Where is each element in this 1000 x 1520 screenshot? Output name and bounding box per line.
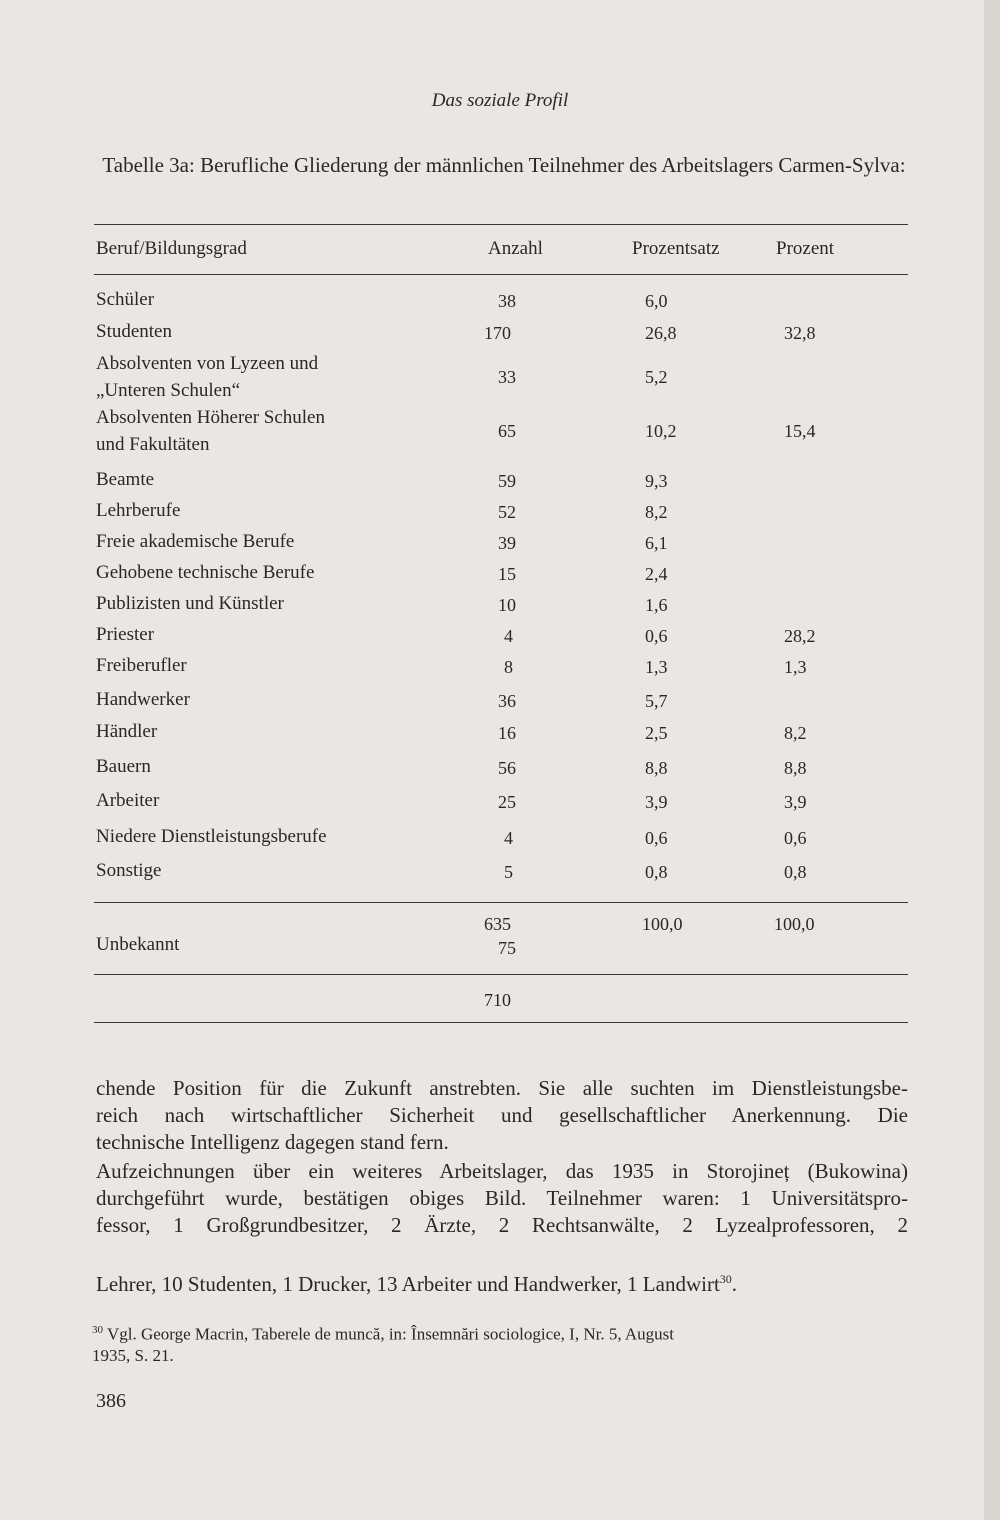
row-prozentsatz: 6,0 xyxy=(645,291,668,311)
row-anzahl: 15 xyxy=(498,564,516,584)
row-prozentsatz: 26,8 xyxy=(645,323,677,343)
total-prozentsatz: 100,0 xyxy=(642,914,683,934)
row-anzahl: 4 xyxy=(504,626,513,646)
row-anzahl: 33 xyxy=(498,367,516,387)
row-prozentsatz: 1,6 xyxy=(645,595,668,615)
row-prozent: 32,8 xyxy=(784,323,816,343)
col-header-beruf: Beruf/Bildungsgrad xyxy=(96,238,247,259)
page-number: 386 xyxy=(96,1390,126,1412)
row-label: Gehobene technische Berufe xyxy=(96,562,315,583)
footnote-30-line-2: 1935, S. 21. xyxy=(92,1346,174,1365)
row-anzahl: 16 xyxy=(498,723,516,743)
row-prozentsatz: 8,8 xyxy=(645,758,668,778)
row-label: Arbeiter xyxy=(96,790,160,811)
row-label: Schüler xyxy=(96,289,155,310)
row-prozentsatz: 10,2 xyxy=(645,421,677,441)
paragraph-2-line-3: fessor, 1 Großgrundbesitzer, 2 Ärzte, 2 Rechtsanwälte, 2 Lyzealprofessoren, 2 xyxy=(96,1213,908,1237)
row-prozentsatz: 0,6 xyxy=(645,828,668,848)
row-prozentsatz: 3,9 xyxy=(645,792,668,812)
row-anzahl: 65 xyxy=(498,421,516,441)
grand-total-rule xyxy=(94,974,908,975)
paragraph-2-line-1: Aufzeichnungen über ein weiteres Arbeitslager, das 1935 in Storojineț (Bukowina) xyxy=(96,1159,908,1183)
row-anzahl: 8 xyxy=(504,657,513,677)
paragraph-2-line-5 xyxy=(96,1266,908,1298)
unbekannt-anzahl: 75 xyxy=(498,938,516,958)
row-anzahl: 4 xyxy=(504,828,513,848)
row-label: Niedere Dienstleistungsberufe xyxy=(96,826,327,847)
final-period: . xyxy=(731,1272,738,1296)
row-label: Beamte xyxy=(96,469,155,490)
total-anzahl: 635 xyxy=(484,914,511,934)
row-anzahl: 39 xyxy=(498,533,516,553)
top-rule xyxy=(94,224,908,225)
row-anzahl: 36 xyxy=(498,691,516,711)
bottom-rule xyxy=(94,1022,908,1023)
header-rule xyxy=(94,274,908,275)
footnote-30 xyxy=(92,1318,908,1347)
paragraph-1-line-3: technische Intelligenz dagegen stand fern. xyxy=(96,1130,449,1154)
row-label: Bauern xyxy=(96,756,151,777)
row-prozentsatz: 5,2 xyxy=(645,367,668,387)
col-header-prozentsatz: Prozentsatz xyxy=(632,238,720,259)
footnote-number: 30 xyxy=(92,1324,103,1336)
footnote-ref-30: 30 xyxy=(719,1272,732,1286)
row-anzahl: 5 xyxy=(504,862,513,882)
row-prozentsatz: 0,6 xyxy=(645,626,668,646)
row-prozent: 0,6 xyxy=(784,828,807,848)
row-prozentsatz: 6,1 xyxy=(645,533,668,553)
row-label: Handwerker xyxy=(96,689,190,710)
row-anzahl: 38 xyxy=(498,291,516,311)
row-prozentsatz: 9,3 xyxy=(645,471,668,491)
row-prozent: 15,4 xyxy=(784,421,816,441)
row-anzahl: 10 xyxy=(498,595,516,615)
row-prozent: 28,2 xyxy=(784,626,816,646)
row-label: Freie akademische Berufe xyxy=(96,531,295,552)
row-prozentsatz: 1,3 xyxy=(645,657,668,677)
row-prozentsatz: 5,7 xyxy=(645,691,668,711)
row-prozentsatz: 8,2 xyxy=(645,502,668,522)
row-label: Sonstige xyxy=(96,860,162,881)
sum-rule xyxy=(94,902,908,903)
grand-total: 710 xyxy=(484,990,511,1010)
paragraph-2-line-2: durchgeführt wurde, bestätigen obiges Bild. Teilnehmer waren: 1 Universitätspro- xyxy=(96,1186,908,1210)
row-prozent: 0,8 xyxy=(784,862,807,882)
row-label: Händler xyxy=(96,721,158,742)
row-label: Studenten xyxy=(96,321,172,342)
row-label: Lehrberufe xyxy=(96,500,181,521)
total-prozent: 100,0 xyxy=(774,914,815,934)
unbekannt-label: Unbekannt xyxy=(96,934,180,955)
table-caption: Tabelle 3a: Berufliche Gliederung der männlichen Teilnehmer des Arbeitslagers Carmen-Sylva: xyxy=(102,153,906,177)
row-prozentsatz: 2,5 xyxy=(645,723,668,743)
paragraph-1-line-2: reich nach wirtschaftlicher Sicherheit und gesellschaftlicher Anerkennung. Die xyxy=(96,1103,908,1127)
row-label: Freiberufler xyxy=(96,655,187,676)
row-prozentsatz: 2,4 xyxy=(645,564,668,584)
col-header-anzahl: Anzahl xyxy=(488,238,543,259)
row-label: Absolventen Höherer Schulen und Fakultäten xyxy=(96,407,325,455)
running-head: Das soziale Profil xyxy=(431,90,569,111)
row-anzahl: 52 xyxy=(498,502,516,522)
row-prozent: 8,8 xyxy=(784,758,807,778)
page-edge xyxy=(984,0,1000,1520)
row-anzahl: 59 xyxy=(498,471,516,491)
row-label: Priester xyxy=(96,624,155,645)
row-prozent: 8,2 xyxy=(784,723,807,743)
row-anzahl: 56 xyxy=(498,758,516,778)
paragraph-2-line-5-text: Lehrer, 10 Studenten, 1 Drucker, 13 Arbeiter und Handwerker, 1 Landwirt xyxy=(96,1272,720,1296)
footnote-text-1: Vgl. George Macrin, Taberele de muncă, in: Însemnări sociologice, I, Nr. 5, August xyxy=(106,1324,675,1344)
row-anzahl: 170 xyxy=(484,323,511,343)
row-prozentsatz: 0,8 xyxy=(645,862,668,882)
row-prozent: 3,9 xyxy=(784,792,807,812)
row-label: Absolventen von Lyzeen und „Unteren Schulen“ xyxy=(96,353,319,401)
row-anzahl: 25 xyxy=(498,792,516,812)
col-header-prozent: Prozent xyxy=(776,238,835,259)
row-label: Publizisten und Künstler xyxy=(96,593,284,614)
paragraph-1-line-1: chende Position für die Zukunft anstrebten. Sie alle suchten im Dienstleistungsbe- xyxy=(96,1076,908,1100)
row-prozent: 1,3 xyxy=(784,657,807,677)
